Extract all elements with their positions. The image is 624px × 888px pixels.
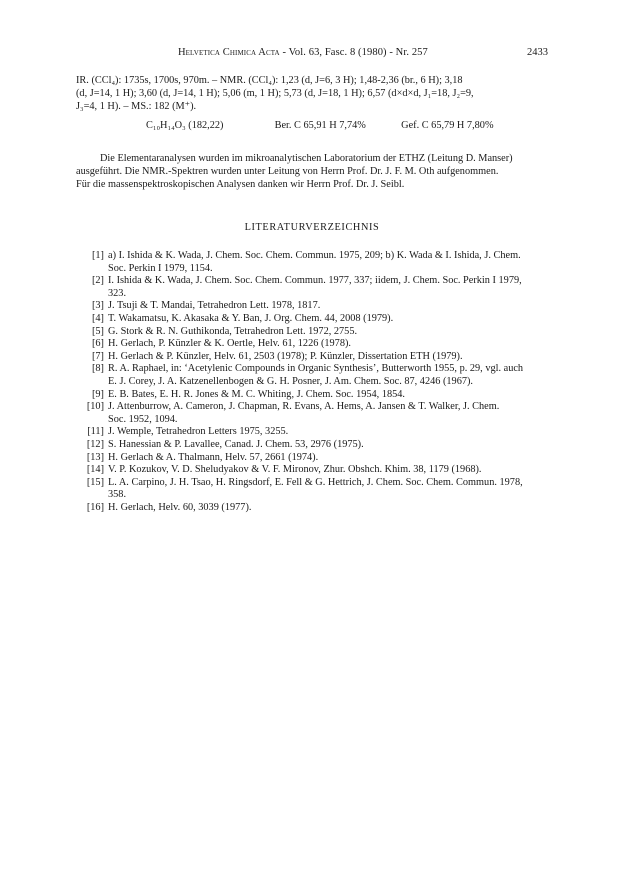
reference-number: [6] — [91, 338, 104, 350]
reference-text: L. A. Carpino, J. H. Tsao, H. Ringsdorf, E. Fell & G. Hettrich, J. Chem. Soc. Chem. Commun. 1978, — [108, 476, 523, 488]
reference-item — [76, 351, 552, 364]
spectral-line: (d, J=14, 1 H); 3,60 (d, J=14, 1 H); 5,06 (m, 1 H); 5,73 (d, J=18, 1 H); 6,57 (d×d×d, J₁=18, J₂=9, — [76, 88, 474, 100]
reference-text: H. Gerlach & P. Künzler, Helv. 61, 2503 (1978); P. Künzler, Dissertation ETH (1979). — [108, 350, 463, 362]
reference-text: H. Gerlach, P. Künzler & K. Oertle, Helv. 61, 1226 (1978). — [108, 338, 351, 350]
reference-text: V. P. Kozukov, V. D. Sheludyakov & V. F. Mironov, Zhur. Obshch. Khim. 38, 1179 (1968). — [108, 464, 482, 476]
calculated-values: Ber. C 65,91 H 7,74% — [274, 120, 366, 131]
reference-item — [76, 452, 552, 465]
reference-item — [76, 389, 552, 402]
found-values: Gef. C 65,79 H 7,80% — [401, 120, 494, 131]
reference-text: J. Attenburrow, A. Cameron, J. Chapman, R. Evans, A. Hems, A. Jansen & T. Walker, J. Chem. — [108, 401, 500, 413]
reference-number: [1] — [91, 250, 104, 261]
references-heading: LITERATURVERZEICHNIS — [244, 222, 380, 233]
reference-item — [76, 439, 552, 452]
reference-text: T. Wakamatsu, K. Akasaka & Y. Ban, J. Org. Chem. 44, 2008 (1979). — [108, 312, 394, 324]
reference-item — [76, 313, 552, 326]
ack-line: Die Elementaranalysen wurden im mikroanalytischen Laboratorium der ETHZ (Leitung D. Manser) — [100, 153, 513, 164]
reference-text: 358. — [108, 489, 127, 501]
reference-text: E. J. Corey, J. A. Katzenellenbogen & G. H. Posner, J. Am. Chem. Soc. 87, 4246 (1967). — [108, 375, 473, 387]
reference-number: [13] — [86, 451, 104, 463]
reference-number: [8] — [91, 363, 104, 375]
reference-number: [5] — [91, 325, 104, 337]
reference-number: [2] — [91, 275, 104, 287]
reference-number: [16] — [86, 501, 104, 513]
reference-number: [3] — [91, 300, 104, 312]
molecular-formula: C₁₀H₁₄O₃ (182,22) — [146, 120, 224, 131]
spectral-data — [76, 74, 548, 114]
reference-text: H. Gerlach, Helv. 60, 3039 (1977). — [108, 501, 252, 513]
acknowledgement — [76, 152, 548, 192]
reference-text: Soc. Perkin I 1979, 1154. — [108, 262, 213, 274]
reference-number: [7] — [91, 350, 104, 362]
reference-number: [10] — [86, 401, 104, 413]
reference-number: [4] — [91, 312, 104, 324]
spectral-line: J₃=4, 1 H). – MS.: 182 (M⁺). — [76, 101, 197, 113]
reference-item — [76, 300, 552, 313]
reference-text: J. Wemple, Tetrahedron Letters 1975, 3255. — [108, 426, 289, 438]
reference-item — [76, 275, 552, 300]
reference-number: [12] — [86, 438, 104, 450]
page-number: 2433 — [527, 47, 548, 58]
elemental-analysis — [146, 120, 494, 131]
reference-number: [9] — [91, 388, 104, 400]
reference-text: R. A. Raphael, in: ‘Acetylenic Compounds in Organic Synthesis’, Butterworth 1955, p. 29, vgl. auch — [108, 363, 524, 375]
reference-text: I. Ishida & K. Wada, J. Chem. Soc. Chem. Commun. 1977, 337; iidem, J. Chem. Soc. Perkin I 1979, — [108, 275, 522, 287]
reference-text: Soc. 1952, 1094. — [108, 413, 178, 425]
reference-item — [76, 477, 552, 502]
reference-number: [14] — [86, 464, 104, 476]
reference-item — [76, 326, 552, 339]
reference-text: H. Gerlach & A. Thalmann, Helv. 57, 2661 (1974). — [108, 451, 319, 463]
reference-text: 323. — [108, 287, 127, 299]
reference-text: J. Tsuji & T. Mandai, Tetrahedron Lett. 1978, 1817. — [108, 300, 321, 312]
ack-line: Für die massenspektroskopischen Analysen danken wir Herrn Prof. Dr. J. Seibl. — [76, 179, 405, 191]
reference-item — [76, 464, 552, 477]
reference-number: [11] — [87, 426, 104, 438]
reference-text: E. B. Bates, E. H. R. Jones & M. C. Whiting, J. Chem. Soc. 1954, 1854. — [108, 388, 405, 400]
ack-line: ausgeführt. Die NMR.-Spektren wurden unter Leitung von Herrn Prof. Dr. J. F. M. Oth aufgenommen. — [76, 166, 499, 178]
reference-text: a) I. Ishida & K. Wada, J. Chem. Soc. Chem. Commun. 1975, 209; b) K. Wada & I. Ishida, J. Chem. — [108, 250, 521, 261]
reference-item — [76, 401, 552, 426]
spectral-line: IR. (CCl₄): 1735s, 1700s, 970m. – NMR. (CCl₄): 1,23 (d, J=6, 3 H); 1,48-2,36 (br., 6 H); 3,18 — [76, 75, 463, 86]
reference-number: [15] — [86, 476, 104, 488]
issue-info: - Vol. 63, Fasc. 8 (1980) - Nr. 257 — [279, 47, 428, 58]
reference-item — [76, 250, 552, 275]
reference-text: S. Hanessian & P. Lavallee, Canad. J. Chem. 53, 2976 (1975). — [108, 438, 364, 450]
reference-item — [76, 426, 552, 439]
page-header — [0, 47, 624, 61]
reference-item — [76, 363, 552, 388]
reference-item — [76, 338, 552, 351]
reference-item — [76, 502, 552, 515]
reference-text: G. Stork & R. N. Guthikonda, Tetrahedron Lett. 1972, 2755. — [108, 325, 358, 337]
running-head — [178, 47, 428, 58]
reference-list — [76, 250, 552, 514]
journal-name: Helvetica Chimica Acta — [178, 47, 280, 58]
